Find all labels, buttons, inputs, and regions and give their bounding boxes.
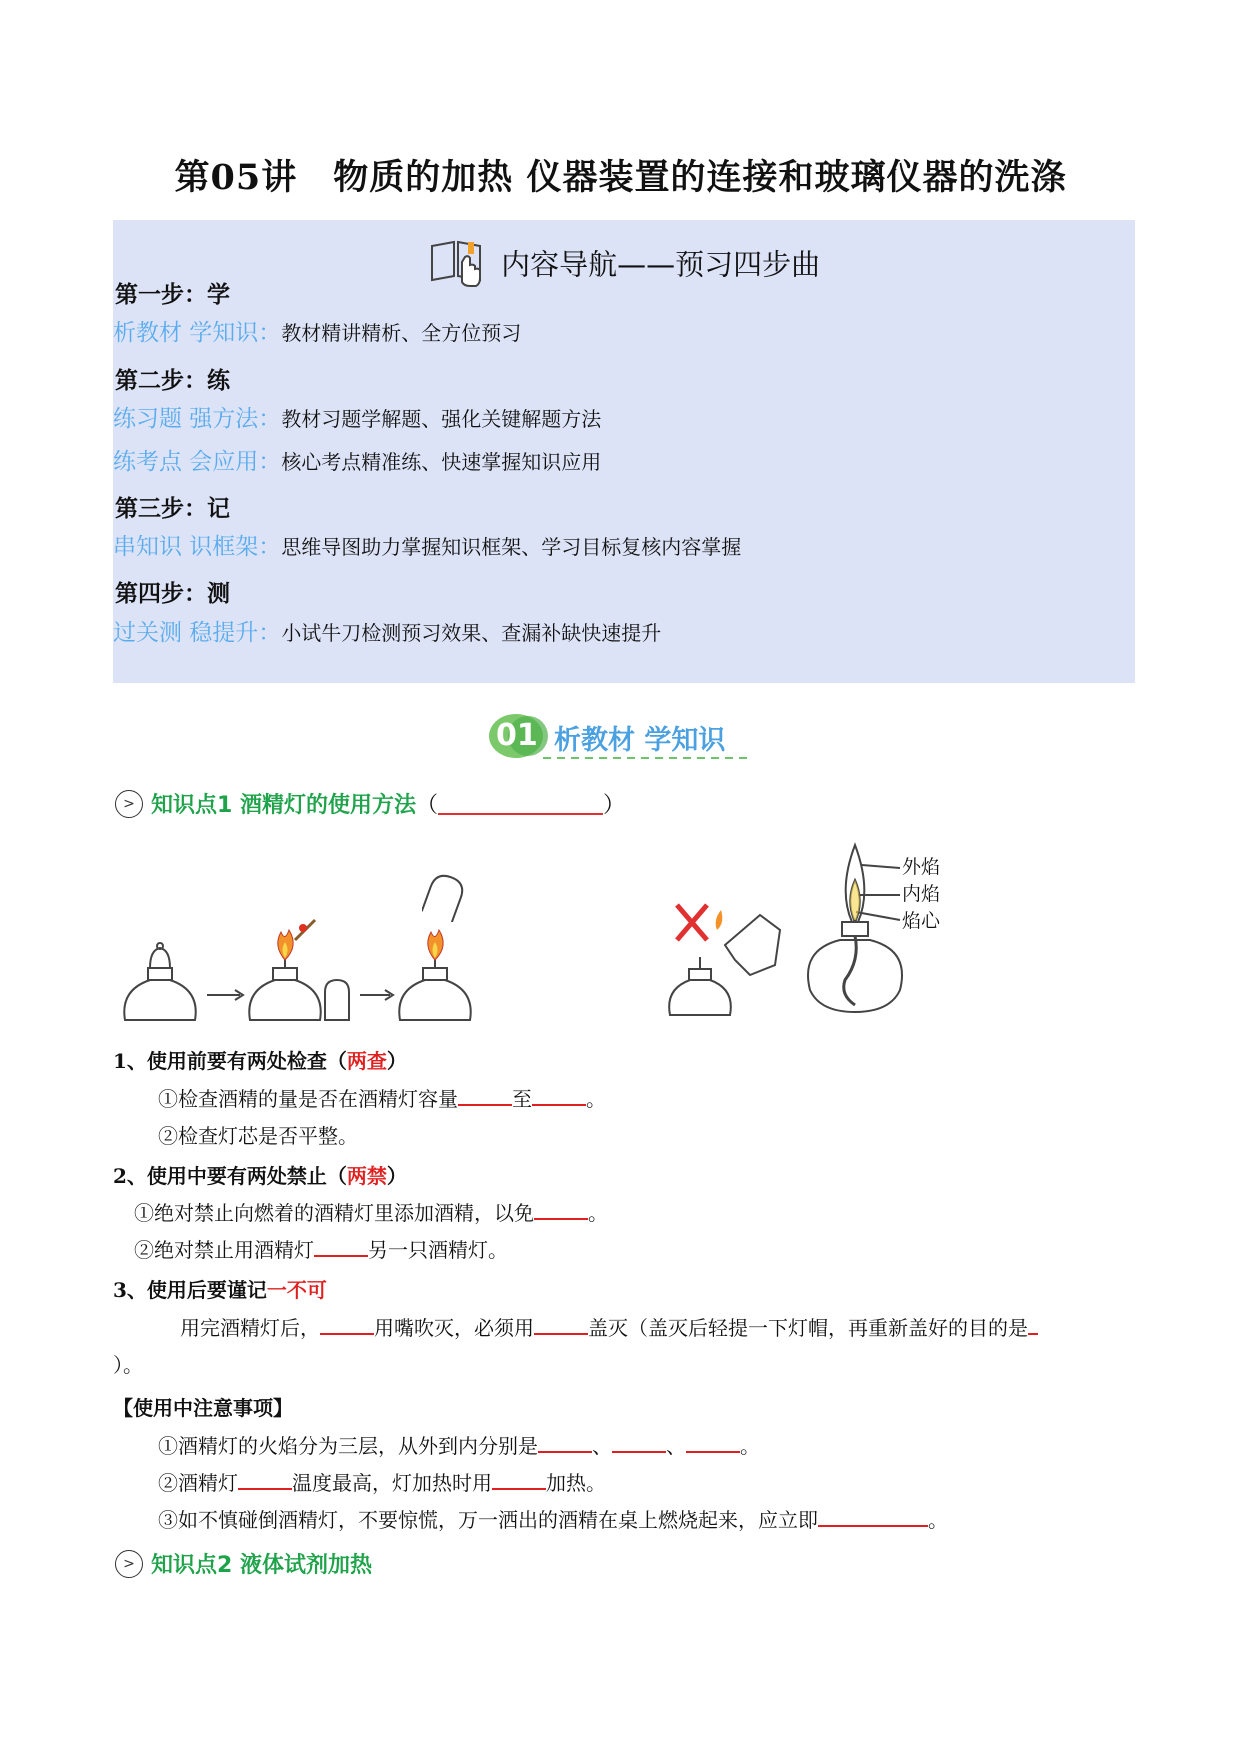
notes-heading: 【使用中注意事项】: [113, 1396, 293, 1420]
flame-layers-figure: [800, 840, 980, 1020]
step-2: 第二步：练: [115, 367, 230, 394]
answer-blank[interactable]: [438, 793, 603, 815]
notes-item-b: ②酒精灯 温度最高，灯加热时用 加热。: [158, 1471, 606, 1495]
question-3-item-a: 用完酒精灯后， 用嘴吹灭，必须用 盖灭（盖灭后轻提一下灯帽，再重新盖好的目的是: [180, 1312, 1038, 1341]
question-1-item-b: ②检查灯芯是否平整。: [158, 1124, 358, 1148]
answer-blank[interactable]: [534, 1315, 588, 1335]
nav-row-1: 析教材 学知识：教材精讲精析、全方位预习: [113, 320, 522, 346]
answer-blank[interactable]: [538, 1433, 592, 1453]
question-2-item-b: ②绝对禁止用酒精灯 另一只酒精灯。: [134, 1238, 508, 1262]
nav-row-3: 练考点 会应用：核心考点精准练、快速掌握知识应用: [113, 449, 602, 475]
step-4: 第四步：测: [115, 580, 230, 607]
answer-blank[interactable]: [314, 1237, 368, 1257]
knowledge-point-2: > 知识点2 液体试剂加热: [115, 1548, 372, 1579]
question-1-heading: 1、使用前要有两处检查（两查）: [113, 1049, 407, 1073]
answer-blank[interactable]: [532, 1086, 586, 1106]
knowledge-point-1: > 知识点1 酒精灯的使用方法（ ）: [115, 788, 625, 819]
answer-blank[interactable]: [612, 1433, 666, 1453]
nav-heading: 内容导航——预习四步曲: [113, 238, 1135, 288]
lamp-cap-icon: [422, 872, 466, 922]
book-pointer-icon: [428, 238, 486, 288]
nav-row-4: 串知识 识框架：思维导图助力掌握知识框架、学习目标复核内容掌握: [113, 534, 742, 560]
section-badge: [488, 712, 758, 764]
question-3-heading: 3、使用后要谨记一不可: [113, 1278, 327, 1302]
answer-blank[interactable]: [1028, 1315, 1038, 1335]
lamp-lighting-sequence-figure: [115, 880, 475, 1030]
forbidden-lamp-to-lamp-figure: [665, 885, 785, 1025]
question-3-item-a-end: ）。: [113, 1353, 143, 1377]
answer-blank[interactable]: [458, 1086, 512, 1106]
question-1-item-a: ①检查酒精的量是否在酒精灯容量 至 。: [158, 1087, 606, 1111]
flame-label-outer: 外焰: [902, 856, 941, 878]
notes-item-c: ③如不慎碰倒酒精灯，不要惊慌，万一洒出的酒精在桌上燃烧起来，应立即 。: [158, 1508, 948, 1532]
step-1: 第一步：学: [115, 281, 230, 308]
arrow-circle-icon: >: [115, 1550, 143, 1578]
section-number: 01: [496, 718, 538, 753]
answer-blank[interactable]: [320, 1315, 374, 1335]
flame-label-core: 焰心: [902, 910, 941, 932]
answer-blank[interactable]: [686, 1433, 740, 1453]
step-3: 第三步：记: [115, 495, 230, 522]
page-title: 第05讲 物质的加热 仪器装置的连接和玻璃仪器的洗涤: [174, 157, 1067, 198]
answer-blank[interactable]: [534, 1200, 588, 1220]
question-2-item-a: ①绝对禁止向燃着的酒精灯里添加酒精，以免 。: [134, 1201, 608, 1225]
notes-item-a: ①酒精灯的火焰分为三层，从外到内分别是 、 、 。: [158, 1434, 760, 1458]
content-navigation-box: [113, 220, 1135, 683]
flame-label-inner: 内焰: [902, 883, 941, 905]
section-label: 析教材 学知识: [554, 725, 726, 756]
answer-blank[interactable]: [492, 1470, 546, 1490]
answer-blank[interactable]: [238, 1470, 292, 1490]
answer-blank[interactable]: [818, 1507, 928, 1527]
arrow-circle-icon: >: [115, 790, 143, 818]
nav-row-5: 过关测 稳提升：小试牛刀检测预习效果、查漏补缺快速提升: [113, 620, 662, 646]
question-2-heading: 2、使用中要有两处禁止（两禁）: [113, 1164, 407, 1188]
nav-row-2: 练习题 强方法：教材习题学解题、强化关键解题方法: [113, 406, 602, 432]
